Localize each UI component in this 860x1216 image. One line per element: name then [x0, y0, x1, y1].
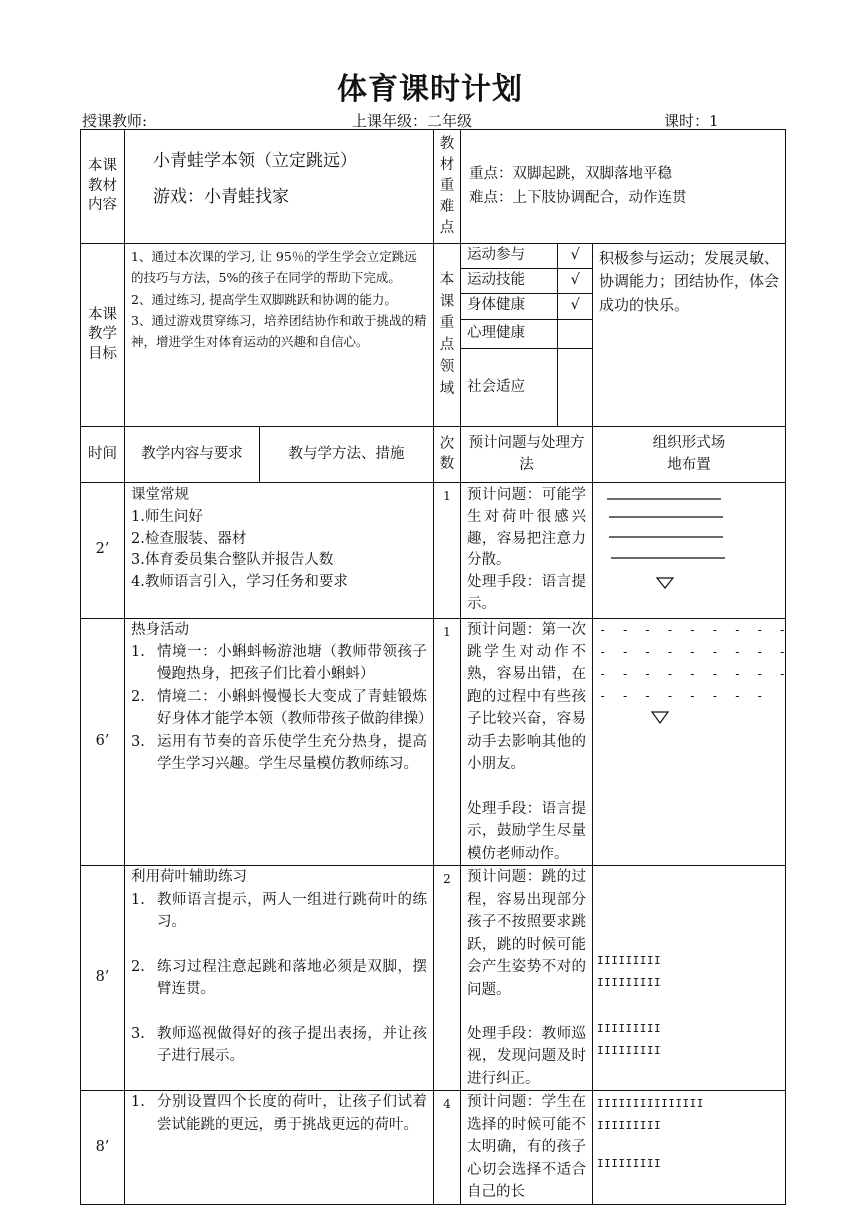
hours-label: 课时：1	[664, 112, 719, 130]
domain-name: 社会适应	[461, 348, 557, 426]
key-label: 教材重难点	[434, 130, 461, 244]
teacher-triangle-icon	[651, 711, 669, 725]
domain-label: 本课重点领域	[434, 244, 461, 427]
row-problem	[461, 618, 593, 866]
domain-check: √	[557, 244, 593, 268]
row-time: 8’	[81, 866, 125, 1091]
row-content	[125, 1091, 434, 1204]
page-title: 体育课时计划	[337, 72, 523, 107]
difficulty-point: 难点：上下肢协调配合，动作连贯	[469, 189, 687, 206]
teacher-triangle-icon	[657, 578, 673, 588]
list-item: 2. 练习过程注意起跳和落地必须是双脚，摆臂连贯。	[131, 958, 427, 998]
list-item: 1. 教师语言提示，两人一组进行跳荷叶的练习。	[131, 891, 427, 931]
domain-check: √	[557, 268, 593, 293]
header-time: 时间	[81, 427, 125, 483]
goal-item: 3、通过游戏贯穿练习，培养团结协作和敢于挑战的精神，增进学生对体育运动的兴趣和自信心。	[131, 312, 427, 349]
teacher-label: 授课教师:	[82, 112, 148, 130]
domain-check: √	[557, 293, 593, 319]
row-time: 6’	[81, 618, 125, 866]
formation-line: IIIIIIIII	[597, 1022, 662, 1036]
domain-name: 心理健康	[461, 319, 557, 348]
header-org: 组织形式场地布置	[593, 427, 786, 483]
row-count: 2	[434, 866, 461, 1091]
row-title: 热身活动	[131, 621, 189, 638]
row-title: 课堂常规	[131, 487, 189, 503]
formation-line: - - - - - - - - -	[599, 666, 790, 681]
header-problem: 预计问题与处理方法	[461, 427, 593, 483]
goal-item: 2、通过练习, 提高学生双脚跳跃和协调的能力。	[131, 291, 397, 307]
table-row	[81, 1091, 786, 1204]
domain-check	[557, 319, 593, 348]
domain-name: 运动技能	[461, 268, 557, 293]
grade-label: 上课年级：二年级	[352, 112, 473, 130]
formation-line: IIIIIIIII	[597, 976, 662, 990]
goals-summary: 积极参与运动；发展灵敏、协调能力；团结协作，体会成功的快乐。	[593, 244, 786, 427]
list-item: 2.检查服装、器材	[131, 530, 247, 547]
table-row	[81, 483, 786, 619]
row-content	[125, 866, 434, 1091]
goals-label: 本课教学目标	[81, 244, 125, 427]
key-point: 重点：双脚起跳，双脚落地平稳	[469, 166, 672, 183]
row-problem	[461, 866, 593, 1091]
goal-item: 1、通过本次课的学习, 让 95％的学生学会立定跳远的技巧与方法，5%的孩子在同学的帮助下完成。	[131, 249, 417, 286]
row-org	[593, 618, 790, 866]
table-row	[81, 866, 786, 1091]
formation-diagram	[603, 495, 775, 595]
row-org	[593, 866, 786, 1091]
solution-text: 处理手段：教师巡视，发现问题及时进行纠正。	[467, 1026, 586, 1087]
content-line-1: 小青蛙学本领（立定跳远）	[153, 151, 357, 171]
problem-text: 预计问题：第一次跳学生对动作不熟，容易出错，在跑的过程中有些孩子比较兴奋，容易动手去影响其他的小朋友。	[467, 621, 586, 773]
list-item: 3. 教师巡视做得好的孩子提出表扬，并让孩子进行展示。	[131, 1025, 427, 1064]
domain-check	[557, 348, 593, 426]
row-content	[125, 483, 434, 619]
header-method: 教与学方法、措施	[260, 427, 434, 483]
content-row	[81, 130, 786, 244]
row-org	[593, 1091, 786, 1204]
domain-table-cell	[461, 244, 593, 427]
list-item: 1. 分别设置四个长度的荷叶，让孩子们试着尝试能跳的更远，勇于挑战更远的荷叶。	[131, 1094, 427, 1133]
formation-line: IIIIIIIII	[597, 1044, 662, 1058]
table-row	[81, 618, 786, 866]
solution-text: 处理手段：语言提示，鼓励学生尽量模仿老师动作。	[467, 800, 586, 862]
row-count: 4	[434, 1091, 461, 1204]
problem-text: 预计问题：跳的过程，容易出现部分孩子不按照要求跳跃，跳的时候可能会产生姿势不对的问题。	[467, 869, 586, 998]
row-problem	[461, 1091, 593, 1204]
header-content: 教学内容与要求	[125, 427, 260, 483]
row-time: 8’	[81, 1091, 125, 1204]
formation-line: - - - - - - - -	[599, 688, 768, 703]
row-title: 利用荷叶辅助练习	[131, 869, 247, 886]
list-item: 3.体育委员集合整队并报告人数	[131, 552, 334, 569]
header-count: 次数	[434, 427, 461, 483]
list-item: 4.教师语言引入，学习任务和要求	[131, 574, 348, 590]
row-content	[125, 618, 434, 866]
domain-name: 身体健康	[461, 293, 557, 319]
content-text	[125, 130, 434, 244]
formation-line: - - - - - - - - -	[599, 622, 790, 637]
formation-line: - - - - - - - - -	[599, 644, 790, 659]
formation-line: IIIIIIIII	[597, 954, 662, 968]
row-count: 1	[434, 483, 461, 619]
formation-line: IIIIIIIIIIIIIII	[597, 1097, 704, 1111]
formation-line: IIIIIIIII	[597, 1157, 662, 1171]
list-item: 2. 情境二：小蝌蚪慢慢长大变成了青蛙锻炼好身体才能学本领（教师带孩子做韵律操）	[131, 688, 433, 728]
solution-text: 处理手段：语言提示。	[467, 574, 586, 612]
list-item: 1. 情境一：小蝌蚪畅游池塘（教师带领孩子慢跑热身，把孩子们比着小蝌蚪）	[131, 643, 427, 683]
list-item: 3. 运用有节奏的音乐使学生充分热身，提高学生学习兴趣。学生尽量模仿教师练习。	[131, 733, 427, 773]
row-org	[593, 483, 786, 619]
formation-line: IIIIIIIII	[597, 1119, 662, 1133]
list-item: 1.师生问好	[131, 508, 203, 525]
goals-row	[81, 244, 786, 427]
row-problem	[461, 483, 593, 619]
problem-text: 预计问题：可能学生对荷叶很感兴趣，容易把注意力分散。	[467, 487, 586, 569]
content-line-2: 游戏：小青蛙找家	[153, 186, 289, 207]
row-time: 2’	[81, 483, 125, 619]
key-points	[461, 130, 786, 244]
content-label: 本课教材内容	[81, 130, 125, 244]
goals-text	[125, 244, 434, 427]
row-count: 1	[434, 618, 461, 866]
header-row	[81, 427, 786, 483]
domain-name: 运动参与	[461, 244, 557, 268]
domain-table	[461, 244, 593, 426]
problem-text: 预计问题：学生在选择的时候可能不太明确，有的孩子心切会选择不适合自己的长	[467, 1094, 586, 1201]
lesson-plan-table	[80, 129, 790, 1205]
